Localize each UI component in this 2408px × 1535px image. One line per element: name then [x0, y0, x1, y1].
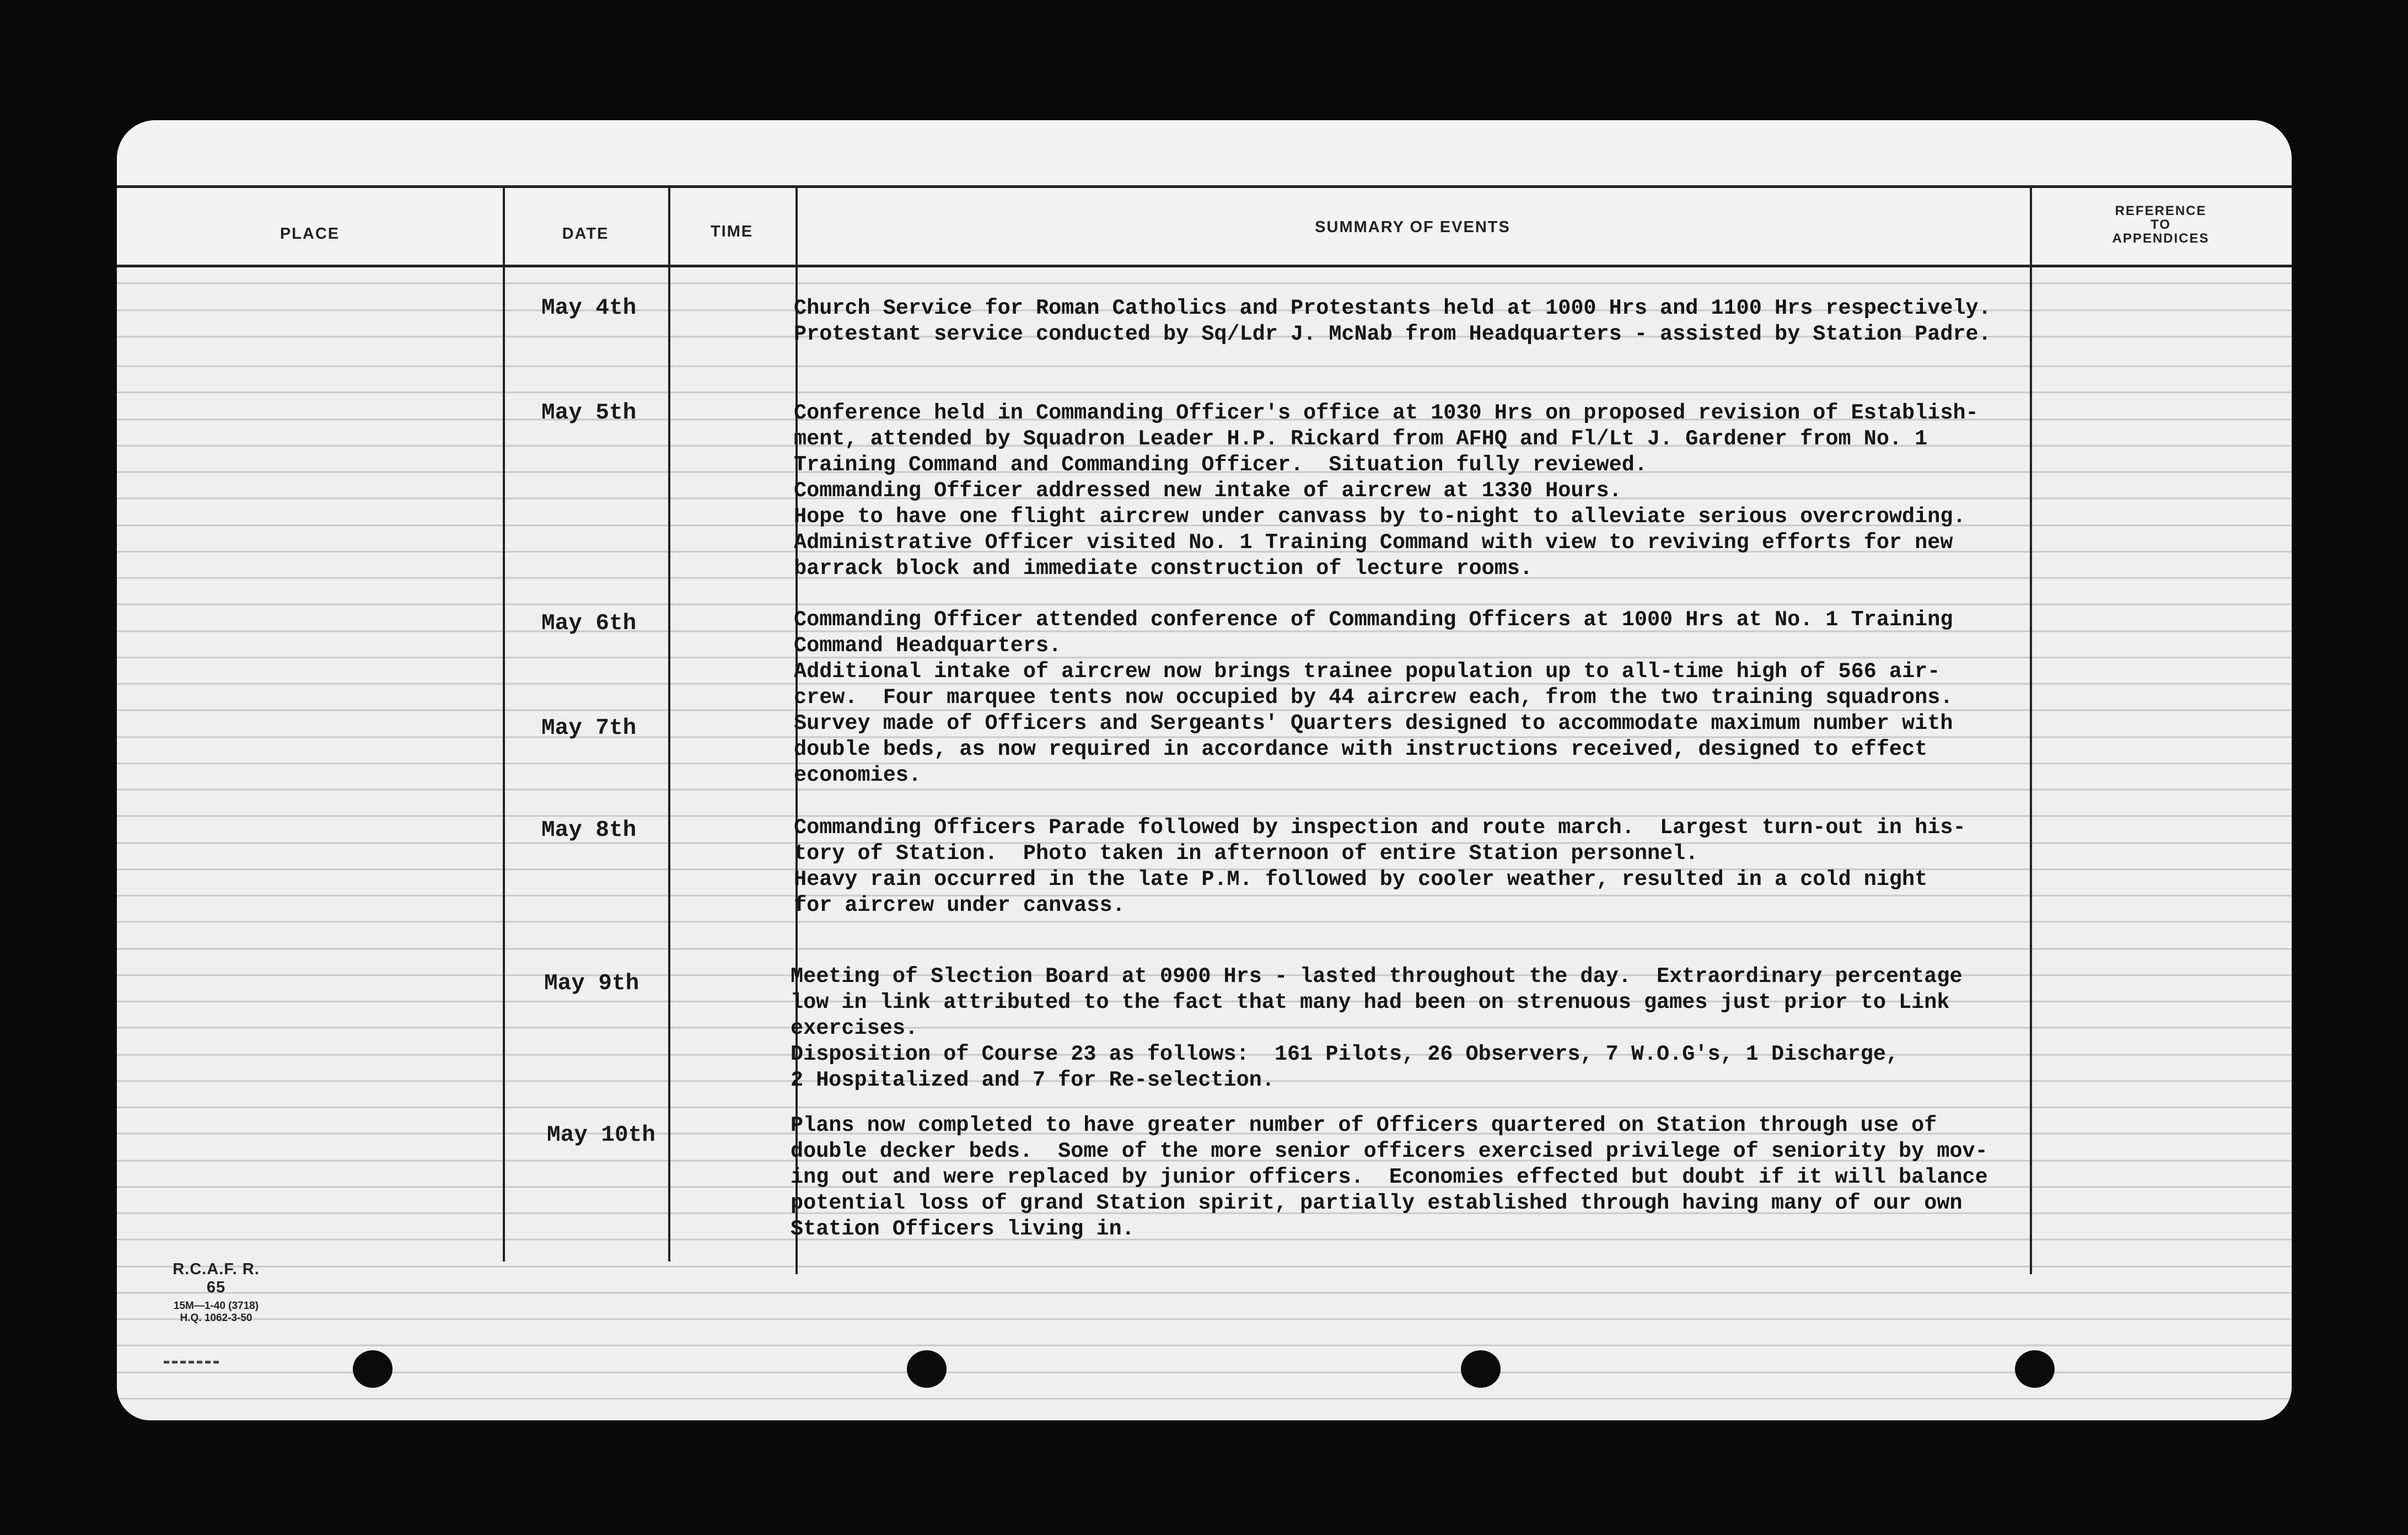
column-divider — [503, 185, 505, 1262]
column-header-time: TIME — [710, 223, 754, 240]
column-divider — [2030, 185, 2032, 1274]
entry-date: May 4th — [541, 296, 637, 321]
punch-hole — [353, 1350, 393, 1388]
entry-date: May 9th — [544, 971, 639, 996]
punch-hole — [907, 1350, 947, 1388]
entry-date: May 10th — [547, 1123, 655, 1148]
entry-text: Conference held in Commanding Officer's office at 1030 Hrs on proposed revision of Establish- ment, attended by Squadron Leader H.P. Rickard from AFHQ and Fl/Lt J. Gardener from No. 1 Training Command and Commanding Officer. Situation fully reviewed. Commanding Officer addressed new intake of aircrew at 1330 Hours. Hope to have one flight aircrew under canvass by to-night to alleviate serious overcrowding. Administrative Officer visited No. 1 Training Command with view to reviving efforts for new barrack block and immediate construction of lecture rooms. — [794, 401, 1979, 581]
entry-text: Plans now completed to have greater number of Officers quartered on Station through use of double decker beds. Some of the more senior officers exercised privilege of seniority by mov- ing out and were replaced by junior officers. Economies effected but doubt if it will balance potential loss of grand Station spirit, partially established through having many of our own Station Officers living in. — [791, 1113, 1988, 1241]
entry-text: Church Service for Roman Catholics and Protestants held at 1000 Hrs and 1100 Hrs respectively. Protestant service conducted by Sq/Ldr J. McNab from Headquarters - assisted by Station Padre. — [794, 296, 1991, 346]
entry-date: May 7th — [541, 716, 637, 741]
form-print-line: 15M—1-40 (3718) — [173, 1300, 259, 1312]
diary-form-card — [117, 120, 2292, 1420]
column-header-summary: SUMMARY OF EVENTS — [1315, 218, 1511, 236]
table-header — [117, 120, 2292, 267]
header-top-rule — [117, 185, 2292, 188]
punch-hole — [2015, 1350, 2055, 1388]
column-header-place: PLACE — [280, 225, 340, 243]
entry-date: May 8th — [541, 818, 637, 843]
form-number-block — [161, 1260, 271, 1324]
column-divider — [668, 185, 670, 1262]
entry-text: Meeting of Slection Board at 0900 Hrs - lasted throughout the day. Extraordinary percentage low in link attributed to the fact that many had been on strenuous games just prior to Link exercises. Disposition of Course 23 as follows: 161 Pilots, 26 Observers, 7 W.O.G's, 1 Discharge, 2 Hospitalized and 7 for Re-selection. — [791, 964, 1963, 1092]
column-header-date: DATE — [562, 225, 609, 243]
entry-text: Survey made of Officers and Sergeants' Quarters designed to accommodate maximum number with double beds, as now required in accordance with instructions received, designed to effect economies. — [794, 711, 1953, 787]
entry-text: Commanding Officers Parade followed by inspection and route march. Largest turn-out in his- tory of Station. Photo taken in afternoon of entire Station personnel. Heavy rain occurred in the late P.M. followed by cooler weather, resulted in a cold night for aircrew under canvass. — [794, 815, 1966, 917]
entry-date: May 5th — [541, 400, 637, 426]
form-code: R.C.A.F. R. 65 — [173, 1260, 260, 1296]
form-reference-line: H.Q. 1062-3-50 — [180, 1312, 252, 1324]
punch-hole — [1461, 1350, 1501, 1388]
dashed-mark — [164, 1361, 219, 1364]
entry-date: May 6th — [541, 611, 637, 636]
entry-text: Commanding Officer attended conference of Commanding Officers at 1000 Hrs at No. 1 Training Command Headquarters. Additional intake of aircrew now brings trainee population up to all-time high of 566 air- crew. Four marquee tents now occupied by 44 aircrew each, from the two training squadrons. — [794, 608, 1953, 710]
column-header-reference: REFERENCE TO APPENDICES — [2112, 203, 2210, 246]
